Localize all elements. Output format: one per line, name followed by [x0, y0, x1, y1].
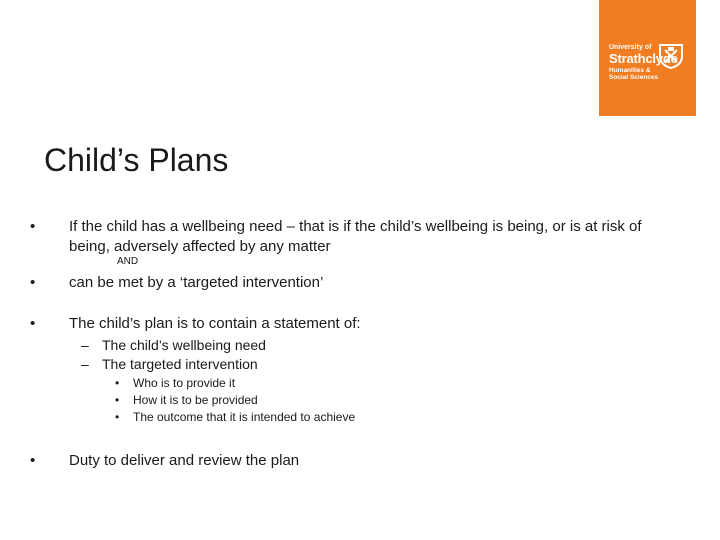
and-label: AND: [117, 256, 139, 267]
list-item-text: Duty to deliver and review the plan: [69, 452, 300, 469]
sub-list-item-text: The targeted intervention: [102, 356, 258, 372]
logo-line-4: Social Sciences: [609, 74, 659, 82]
logo-text: [609, 44, 678, 82]
bullet-icon: •: [115, 376, 120, 390]
dash-icon: –: [81, 356, 89, 372]
logo-line-2: Strathclyde: [609, 51, 678, 66]
university-logo: [599, 0, 696, 116]
bullet-icon: •: [115, 393, 120, 407]
logo-line-1: University of: [609, 44, 652, 51]
list-item-text: If the child has a wellbeing need – that is if the child’s wellbeing is being, or is at risk of being, adversely affected by any matter: [69, 218, 642, 255]
sub-sub-list-item-text: The outcome that it is intended to achieve: [133, 410, 356, 424]
sub-sub-list-item-text: How it is to be provided: [133, 393, 258, 407]
list-item-text: The child’s plan is to contain a statement of:: [69, 315, 361, 332]
sub-sub-list-item-text: Who is to provide it: [133, 376, 236, 390]
logo-line-3: Humanities &: [609, 67, 651, 74]
list-item-text: can be met by a ‘targeted intervention’: [69, 274, 324, 291]
bullet-icon: •: [30, 315, 36, 332]
slide-title: Child’s Plans: [44, 142, 229, 178]
bullet-icon: •: [30, 452, 36, 469]
bullet-icon: •: [30, 274, 36, 291]
bullet-icon: •: [115, 410, 120, 424]
bullet-icon: •: [30, 218, 36, 235]
dash-icon: –: [81, 337, 89, 353]
sub-list-item-text: The child’s wellbeing need: [102, 337, 266, 353]
